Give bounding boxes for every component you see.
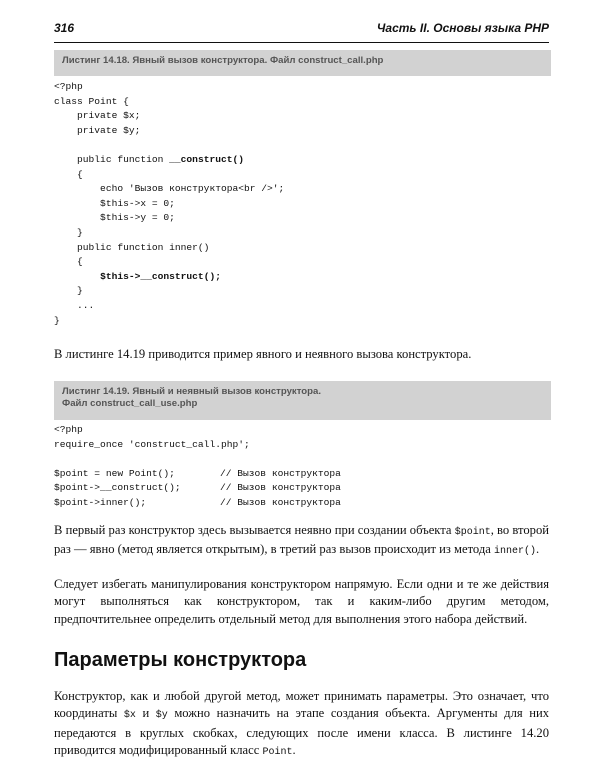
code-line: <?php <box>54 81 83 92</box>
code-line: $this->x = 0; <box>54 197 175 209</box>
code-line: { <box>54 168 83 180</box>
code-line: private $y; <box>54 124 141 136</box>
code-comment: // Вызов конструктора <box>220 496 341 508</box>
listing-1419-code <box>54 423 341 511</box>
text-run: . <box>536 542 540 557</box>
code-text: $point->__construct(); <box>54 482 181 494</box>
code-line-constructor-def <box>54 153 284 168</box>
listing-1419-caption <box>54 381 551 420</box>
page-number: 316 <box>54 21 75 35</box>
code-line-blank <box>54 452 250 467</box>
code-line: { <box>54 256 83 268</box>
code-line: $this->y = 0; <box>54 212 175 224</box>
code-line: echo 'Вызов конструктора<br />'; <box>54 183 285 195</box>
code-line: } <box>54 285 83 297</box>
text-run: , во второй раз — явно (метод является открытым), в третий раз вызов происходит из метода <box>54 523 549 557</box>
code-text: $point = new Point(); <box>54 467 175 479</box>
code-comment: // Вызов конструктора <box>220 482 341 494</box>
listing-1418-caption <box>54 50 551 76</box>
code-line: require_once 'construct_call.php'; <box>54 438 250 450</box>
construct-keyword: __construct() <box>169 153 244 165</box>
text-run: и <box>135 706 156 721</box>
inline-code: inner() <box>494 546 537 558</box>
code-line: private $x; <box>54 110 141 122</box>
text-run: . <box>292 743 296 758</box>
listing-1419-caption-line2: Файл construct_call_use.php <box>62 398 198 409</box>
code-line <box>54 496 341 511</box>
code-indent <box>54 271 100 282</box>
code-line: } <box>54 314 60 326</box>
code-line: public function inner() <box>54 241 210 253</box>
inline-code: $x <box>123 710 136 722</box>
text-run: Конструктор, как и любой другой метод, может принимать параметры. Это означает, что координаты <box>54 689 549 721</box>
code-text: public function <box>54 153 170 165</box>
code-line <box>54 481 341 496</box>
code-line-constructor-call <box>54 270 284 285</box>
text-run: можно назначить на этапе создания объекта. Аргументы для них передаются в круглых скобках, следующих после имени класса. В листинге 14.20 приводится модифицированный класс <box>54 706 549 758</box>
inline-code: Point <box>262 747 293 759</box>
code-line: } <box>54 226 83 238</box>
code-line <box>54 467 341 482</box>
code-line <box>54 138 284 153</box>
code-line: ... <box>54 299 95 311</box>
code-comment: // Вызов конструктора <box>220 467 341 479</box>
inline-code: $y <box>155 710 168 722</box>
paragraph-advice: Следует избегать манипулирования конструктором напрямую. Если одни и те же действия могут выполняться как конструктором, так и каким-либо другим методом, предпочтительнее определить отдельный метод для выполнения этого набора действий. <box>54 577 549 626</box>
listing-1419-caption-line1: Листинг 14.19. Явный и неявный вызов конструктора. <box>62 386 322 397</box>
inline-code: $point <box>454 527 491 538</box>
listing-1418-caption-text: Листинг 14.18. Явный вызов конструктора. Файл construct_call.php <box>62 55 384 66</box>
running-header <box>54 20 549 43</box>
code-line: <?php <box>54 424 83 435</box>
running-title: Часть II. Основы языка PHP <box>376 21 549 35</box>
text-run: В первый раз конструктор здесь вызывается неявно при создании объекта <box>54 523 455 537</box>
code-line: class Point { <box>54 95 129 107</box>
paragraph-intro-listing-1419: В листинге 14.19 приводится пример явного и неявного вызова конструктора. <box>54 347 472 361</box>
section-heading: Параметры конструктора <box>54 649 307 671</box>
paragraph-constructor-params <box>54 688 549 762</box>
listing-1418-code <box>54 80 284 328</box>
paragraph-call-explanation <box>54 522 549 561</box>
code-text: $point->inner(); <box>54 496 147 508</box>
construct-call: $this->__construct(); <box>100 270 221 282</box>
